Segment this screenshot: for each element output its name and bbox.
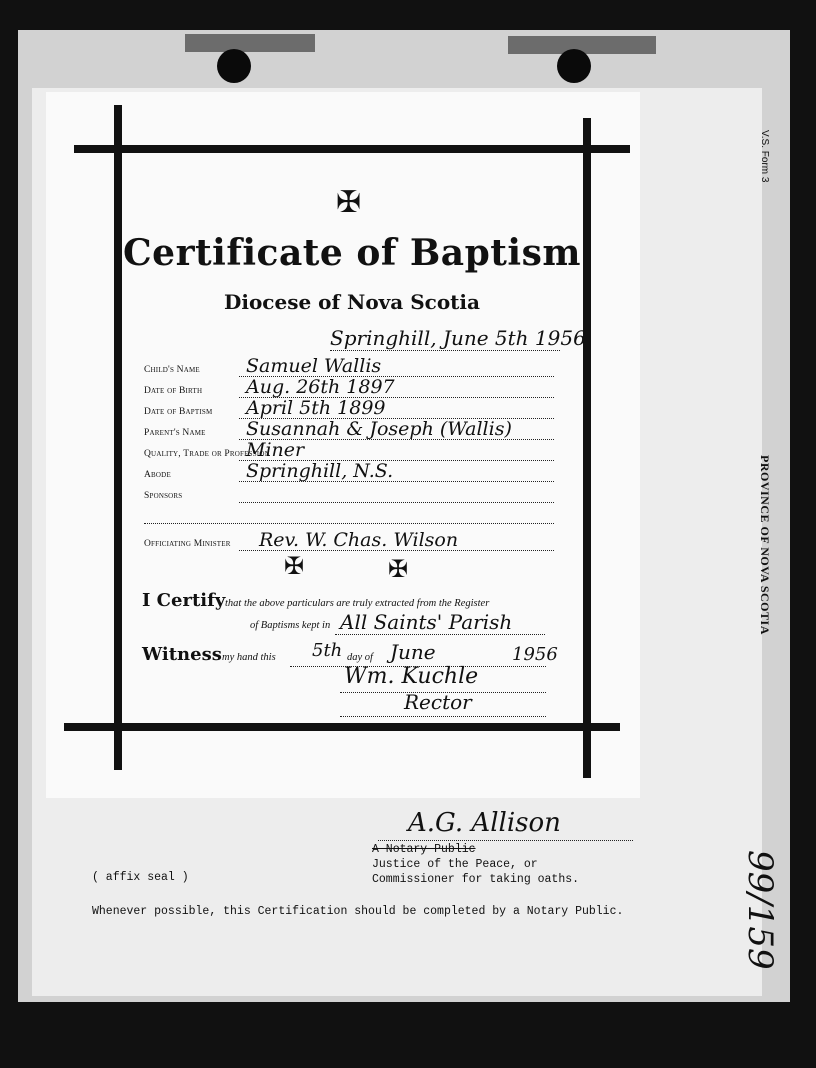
affix-seal-note: ( affix seal ) bbox=[92, 871, 189, 884]
field-label: Abode bbox=[144, 470, 171, 480]
field-value: Rev. W. Chas. Wilson bbox=[259, 529, 459, 551]
province-label: PROVINCE OF NOVA SCOTIA bbox=[758, 455, 772, 635]
field-line bbox=[239, 550, 554, 551]
punch-hole-left bbox=[217, 49, 251, 83]
field-value: April 5th 1899 bbox=[246, 397, 386, 419]
field-value: Miner bbox=[246, 439, 305, 461]
field-value: Samuel Wallis bbox=[246, 355, 382, 377]
parish-line bbox=[335, 634, 545, 635]
witness-text-1: my hand this bbox=[222, 652, 276, 663]
field-label: Quality, Trade or Profession bbox=[144, 449, 270, 459]
certificate-field-row bbox=[144, 441, 554, 462]
field-line bbox=[144, 523, 554, 524]
field-line bbox=[239, 502, 554, 503]
witness-year: 1956 bbox=[512, 644, 558, 665]
field-line bbox=[239, 481, 554, 482]
parish-name: All Saints' Parish bbox=[340, 610, 513, 634]
witness-day: 5th bbox=[312, 640, 343, 661]
place-date: Springhill, June 5th 1956 bbox=[330, 326, 586, 350]
border-bar-top bbox=[74, 145, 630, 153]
certificate-field-row bbox=[144, 483, 554, 504]
field-label: Sponsors bbox=[144, 491, 183, 501]
notary-line-3: Commissioner for taking oaths. bbox=[372, 873, 580, 886]
field-value: Susannah & Joseph (Wallis) bbox=[246, 418, 512, 440]
certify-heading: I Certify bbox=[142, 590, 226, 611]
field-label: Date of Birth bbox=[144, 386, 203, 396]
punch-hole-right bbox=[557, 49, 591, 83]
rector-signature: Wm. Kuchle bbox=[344, 664, 479, 689]
footer-note: Whenever possible, this Certification should be completed by a Notary Public. bbox=[92, 905, 624, 918]
certificate-title: Certificate of Baptism bbox=[123, 232, 581, 274]
certificate-field-row bbox=[144, 399, 554, 420]
witness-text-2: day of bbox=[347, 652, 373, 663]
notary-line-1: A Notary Public bbox=[372, 843, 476, 856]
field-value: Springhill, N.S. bbox=[246, 460, 394, 482]
diocese-name: Diocese of Nova Scotia bbox=[224, 290, 480, 314]
certificate-field-row bbox=[144, 462, 554, 483]
field-label: Parent's Name bbox=[144, 428, 206, 438]
notary-signature-line bbox=[378, 840, 633, 841]
signature-line-2 bbox=[340, 716, 546, 717]
cross-icon-right: ✠ bbox=[388, 557, 409, 583]
certificate-field-row bbox=[144, 504, 554, 525]
field-label: Child's Name bbox=[144, 365, 200, 375]
witness-heading: Witness bbox=[142, 644, 222, 665]
certify-text-2: of Baptisms kept in bbox=[250, 620, 331, 631]
notary-signature: A.G. Allison bbox=[408, 808, 561, 838]
notary-line-2: Justice of the Peace, or bbox=[372, 858, 538, 871]
cross-icon-left: ✠ bbox=[284, 554, 305, 580]
border-bar-right bbox=[583, 118, 591, 778]
file-number: 99/159 bbox=[740, 850, 780, 970]
cross-icon-top: ✠ bbox=[336, 186, 362, 219]
certificate-field-row bbox=[144, 357, 554, 378]
certify-text-1: that the above particulars are truly extracted from the Register bbox=[225, 598, 490, 609]
witness-month: June bbox=[390, 640, 436, 664]
certificate-field-row bbox=[144, 420, 554, 441]
field-value: Aug. 26th 1897 bbox=[246, 376, 395, 398]
field-label: Date of Baptism bbox=[144, 407, 213, 417]
signature-line-1 bbox=[340, 692, 546, 693]
tape-strip-left bbox=[185, 34, 315, 52]
certificate-field-row bbox=[144, 378, 554, 399]
rector-title: Rector bbox=[404, 690, 472, 714]
border-bar-bottom bbox=[64, 723, 620, 731]
place-date-line bbox=[330, 350, 560, 351]
field-label: Officiating Minister bbox=[144, 539, 231, 549]
certificate-field-row bbox=[144, 531, 554, 552]
form-label: V.S. Form 3 bbox=[759, 130, 770, 183]
border-bar-left bbox=[114, 105, 122, 770]
